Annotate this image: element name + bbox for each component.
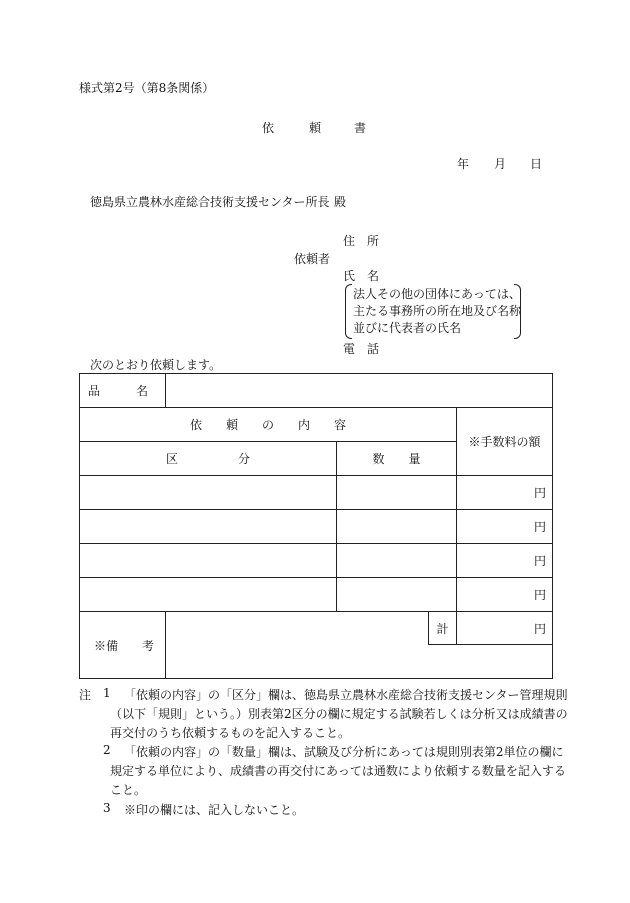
note-2-line2: 規定する単位により、成績書の再交付にあっては通数により依頼する数量を記入する xyxy=(110,764,566,778)
addressee: 徳島県立農林水産総合技術支援センター所長 xyxy=(90,195,330,209)
content-header: 依 頼 の 内 容 xyxy=(80,408,457,442)
item-name-label: 品 名 xyxy=(80,374,166,408)
intro-text: 次のとおり依頼します。 xyxy=(90,358,222,372)
form-number: 様式第2号（第8条関係） xyxy=(79,81,215,95)
remarks-label: ※備 考 xyxy=(80,612,166,679)
table-row xyxy=(80,578,553,612)
honorific: 殿 xyxy=(334,195,347,209)
category-cell[interactable] xyxy=(80,476,337,510)
title-char-2: 頼 xyxy=(309,121,322,135)
quantity-cell[interactable] xyxy=(337,544,457,578)
quantity-cell[interactable] xyxy=(337,578,457,612)
fee-cell[interactable]: 円 xyxy=(457,578,553,612)
note-1-line3: 再交付のうち依頼するものを記入すること。 xyxy=(110,726,351,740)
remarks-field[interactable] xyxy=(166,612,429,645)
quantity-header: 数 量 xyxy=(337,442,457,476)
total-label: 計 xyxy=(429,612,457,645)
note-1-line1: 「依頼の内容」の「区分」欄は、徳島県立農林水産総合技術支援センター管理規則 xyxy=(124,688,568,702)
requester-label: 依頼者 xyxy=(294,252,331,266)
note-number-3: 3 xyxy=(103,801,111,815)
note-2-line3: こと。 xyxy=(110,783,147,797)
corp-note-line: 法人その他の団体にあっては、 xyxy=(353,287,521,301)
request-table xyxy=(79,373,553,679)
date-month: 月 xyxy=(494,157,507,171)
date-day: 日 xyxy=(530,157,543,171)
title-char-1: 依 xyxy=(262,121,275,135)
name-label: 氏 名 xyxy=(343,269,380,283)
category-cell[interactable] xyxy=(80,510,337,544)
notes-lead: 注 xyxy=(79,688,92,702)
category-cell[interactable] xyxy=(80,544,337,578)
note-number-2: 2 xyxy=(103,743,111,757)
category-header: 区 分 xyxy=(80,442,337,476)
table-row xyxy=(80,544,553,578)
note-number-1: 1 xyxy=(103,686,111,700)
fee-cell[interactable]: 円 xyxy=(457,476,553,510)
table-row xyxy=(80,476,553,510)
quantity-cell[interactable] xyxy=(337,476,457,510)
category-cell[interactable] xyxy=(80,578,337,612)
address-label: 住 所 xyxy=(343,234,380,248)
note-2-line1: 「依頼の内容」の「数量」欄は、試験及び分析にあっては規則別表第2単位の欄に xyxy=(124,745,564,759)
total-fee-cell[interactable]: 円 xyxy=(457,612,553,645)
note-1-line2: （以下「規則」という。）別表第2区分の欄に規定する試験若しくは分析又は成績書の xyxy=(110,707,568,721)
fee-cell[interactable]: 円 xyxy=(457,510,553,544)
date-year: 年 xyxy=(457,157,470,171)
corporation-note xyxy=(345,284,521,339)
right-paren xyxy=(514,284,521,339)
phone-label: 電 話 xyxy=(343,342,380,356)
table-row xyxy=(80,510,553,544)
corp-note-line: 主たる事務所の所在地及び名称 xyxy=(353,304,522,318)
item-name-field[interactable] xyxy=(166,374,553,408)
remarks-field-extended[interactable] xyxy=(166,645,553,679)
quantity-cell[interactable] xyxy=(337,510,457,544)
fee-cell[interactable]: 円 xyxy=(457,544,553,578)
left-paren xyxy=(345,284,352,339)
corp-note-line: 並びに代表者の氏名 xyxy=(353,321,462,335)
note-3-line1: ※印の欄には、記入しないこと。 xyxy=(124,803,305,817)
fee-header: ※手数料の額 xyxy=(457,408,553,476)
title-char-3: 書 xyxy=(354,121,367,135)
